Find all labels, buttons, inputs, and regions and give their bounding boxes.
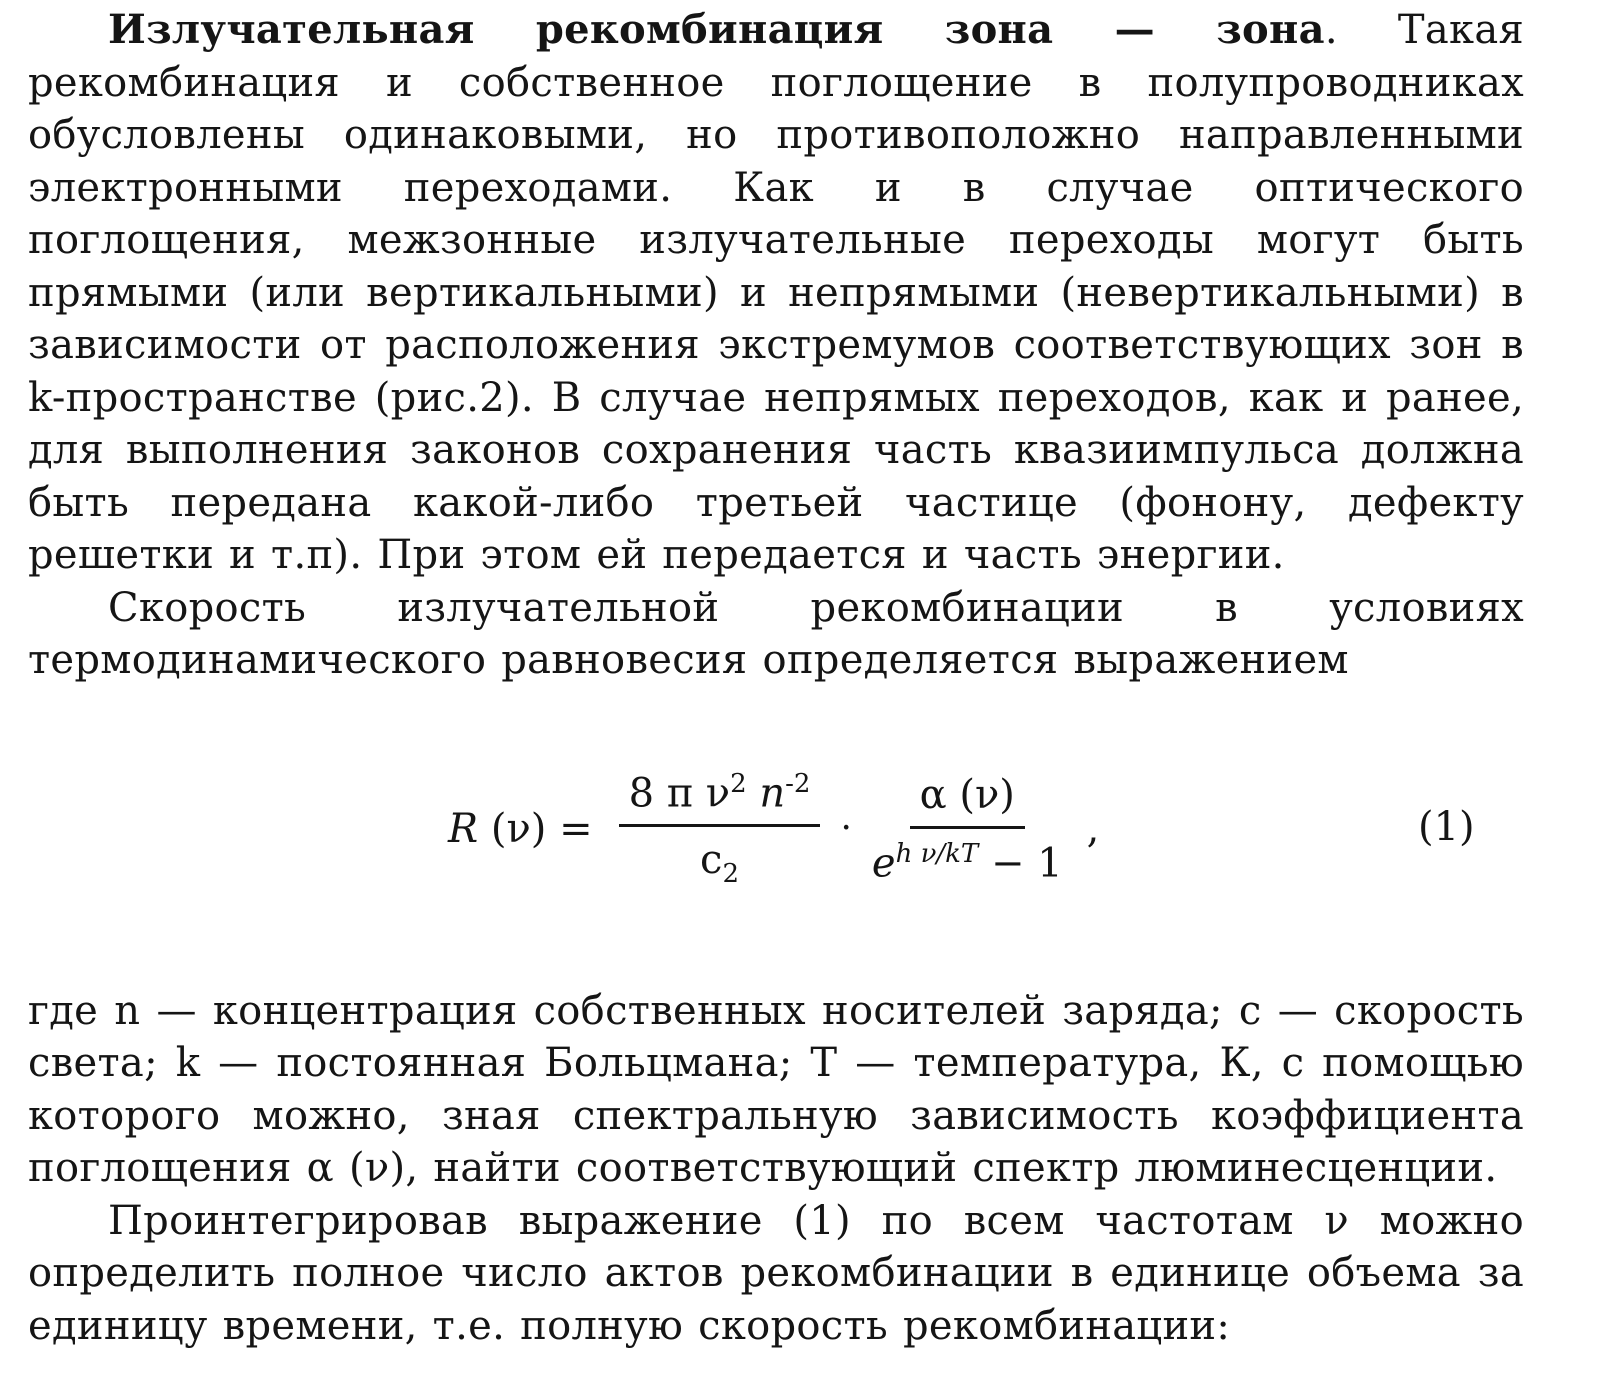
equation-1	[448, 769, 1099, 889]
paragraph-body-text: . Такая рекомбинация и собственное поглощение в полупроводниках обусловлены одинаковыми, но противоположно направленными электронными переходами. Как и в случае оптического поглощения, межзонные излучательные переходы могут быть прямыми (или вертикальными) и непрямыми (невертикальными) в зависимости от расположения экстремумов соответствующих зон в k-пространстве (рис.2). В случае непрямых переходов, как и ранее, для выполнения законов сохранения часть квазиимпульса должна быть передана какой-либо третьей частице (фонону, дефекту решетки и т.п). При этом ей передается и часть энергии.	[28, 7, 1525, 578]
equation-lhs-symbol: R	[448, 805, 479, 852]
fraction-2-numerator: α (ν)	[910, 772, 1025, 829]
fraction-1-exponent-n: -2	[785, 768, 811, 799]
fraction-1-n: n	[759, 769, 786, 816]
fraction-2-denominator-tail: − 1	[978, 839, 1063, 886]
fraction-1-numerator	[619, 769, 821, 827]
fraction-1-numerator-text: 8 π ν	[628, 769, 731, 816]
multiplication-dot: ·	[840, 808, 852, 850]
equation-fraction-1	[619, 769, 821, 889]
paragraph-integration: Проинтегрировав выражение (1) по всем частотам ν можно определить полное число актов рекомбинации в единице объема за единицу времени, т.е. полную скорость рекомбинации:	[28, 1197, 1524, 1349]
equation-number: (1)	[1418, 803, 1475, 850]
paragraph-variable-definitions: где n — концентрация собственных носителей заряда; c — скорость света; k — постоянная Больцмана; T — температура, К, с помощью которого можно, зная спектральную зависимость коэффициента поглощения α (ν), найти соответствующий спектр люминесценции.	[28, 987, 1524, 1191]
paragraph-radiative-recombination	[28, 4, 1524, 582]
fraction-1-denominator	[700, 827, 739, 889]
equation-lhs-arg: (ν) =	[490, 805, 593, 852]
document-page	[28, 4, 1524, 1352]
equation-comma: ,	[1086, 805, 1100, 852]
paragraph-lead-heading: Излучательная рекомбинация зона — зона	[108, 6, 1325, 53]
fraction-2-exp-base: e	[871, 839, 896, 886]
equation-block	[28, 687, 1524, 985]
fraction-1-denominator-subscript: 2	[722, 858, 739, 889]
paragraph-recombination-rate: Скорость излучательной рекомбинации в условиях термодинамического равновесия определяется выражением	[28, 584, 1524, 683]
equation-lhs	[448, 806, 593, 852]
equation-fraction-2	[872, 772, 1063, 886]
fraction-2-exponent: h ν/kT	[895, 838, 979, 869]
fraction-2-denominator	[872, 829, 1063, 886]
fraction-1-exponent-nu: 2	[730, 768, 747, 799]
fraction-1-denominator-text: c	[700, 836, 723, 883]
